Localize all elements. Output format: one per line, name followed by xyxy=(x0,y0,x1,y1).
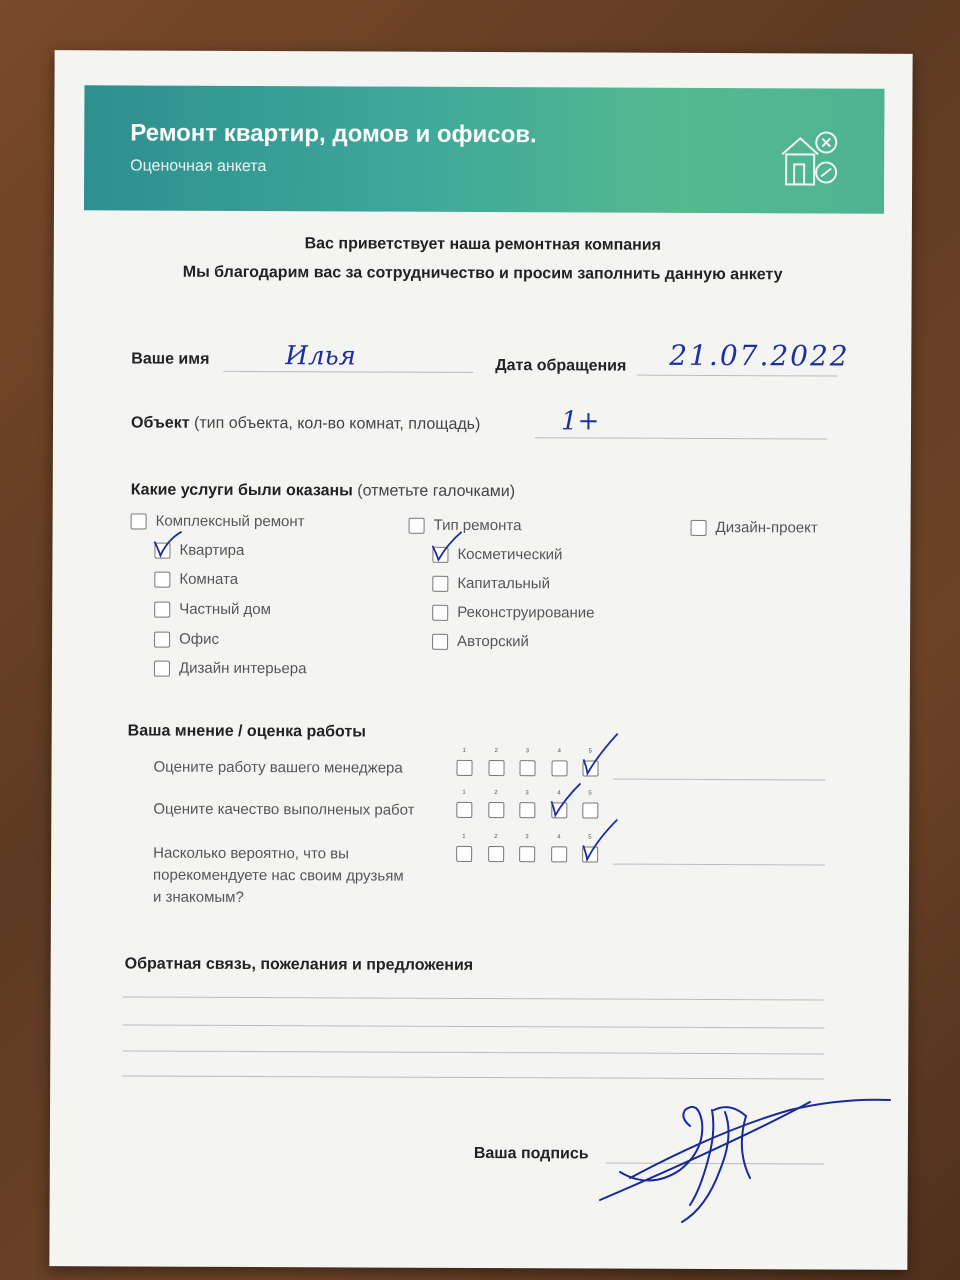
rating-box-2[interactable] xyxy=(488,802,504,818)
object-label xyxy=(131,414,480,434)
checkbox-label: Дизайн-проект xyxy=(715,519,818,537)
checkbox-label: Дизайн интерьера xyxy=(178,659,307,678)
rating-title: Ваша мнение / оценка работы xyxy=(127,722,366,741)
scale-label: 3 xyxy=(525,748,529,755)
checkbox-private-house[interactable] xyxy=(154,601,271,619)
object-label-text: Объект xyxy=(130,414,190,432)
object-line xyxy=(535,437,827,439)
services-hint: (отметьте галочками) xyxy=(357,482,516,501)
checkbox-label: Капитальный xyxy=(457,574,551,593)
rating-box-4[interactable] xyxy=(551,802,567,818)
checkbox-label: Тип ремонта xyxy=(433,516,522,535)
date-value[interactable]: 21.07.2022 xyxy=(669,338,850,373)
greeting-line-2: Мы благодарим вас за сотрудничество и просим заполнить данную анкету xyxy=(182,263,783,284)
scale-label: 4 xyxy=(557,790,561,797)
checkbox-label: Частный дом xyxy=(179,600,271,619)
checkbox-box[interactable] xyxy=(154,601,170,617)
header-subtitle: Оценочная анкета xyxy=(130,157,267,176)
checkbox-box[interactable] xyxy=(154,631,170,647)
scale-label: 1 xyxy=(462,833,466,840)
rating-box-5[interactable] xyxy=(582,802,598,818)
scale-label: 5 xyxy=(588,748,592,755)
check-mark-icon xyxy=(431,533,461,563)
rating-box-5[interactable] xyxy=(582,760,598,776)
checkbox-complex-repair[interactable] xyxy=(131,512,305,530)
check-mark-icon xyxy=(153,529,183,559)
checkbox-author[interactable] xyxy=(432,633,529,650)
checkbox-label: Авторский xyxy=(457,632,529,651)
scale-label: 1 xyxy=(462,789,466,796)
date-label: Дата обращения xyxy=(495,357,627,375)
rating-question-3: Насколько вероятно, что вы порекомендуете нас своим друзьям и знакомым? xyxy=(152,844,404,906)
checkbox-repair-type[interactable] xyxy=(409,517,522,534)
checkbox-label: Косметический xyxy=(457,545,563,564)
greeting-line-1: Вас приветствует наша ремонтная компания xyxy=(304,235,662,254)
rating-box-1[interactable] xyxy=(456,760,472,776)
check-mark-icon xyxy=(581,747,611,777)
scale-label: 1 xyxy=(462,747,466,754)
feedback-line-2[interactable] xyxy=(122,1024,824,1028)
name-value[interactable]: Илья xyxy=(285,341,356,372)
checkbox-cosmetic[interactable] xyxy=(432,546,562,564)
checkbox-interior-design[interactable] xyxy=(154,660,307,678)
scale-label: 3 xyxy=(525,834,529,841)
header-banner xyxy=(84,85,885,213)
scale-label: 2 xyxy=(494,748,498,755)
object-value[interactable]: 1+ xyxy=(560,406,600,437)
checkbox-office[interactable] xyxy=(154,631,219,648)
checkbox-box[interactable] xyxy=(154,660,170,676)
checkbox-design-project[interactable] xyxy=(691,519,818,537)
scale-label: 5 xyxy=(588,834,592,841)
services-title xyxy=(131,481,515,501)
checkbox-label: Комната xyxy=(179,570,239,588)
signature-drawing xyxy=(540,1040,880,1240)
rating-box-2[interactable] xyxy=(488,846,504,862)
scale-label: 4 xyxy=(557,834,561,841)
rating-box-5[interactable] xyxy=(582,846,598,862)
checkbox-box[interactable] xyxy=(409,517,425,533)
rating-box-3[interactable] xyxy=(519,846,535,862)
checkbox-box[interactable] xyxy=(691,519,707,535)
services-title-text: Какие услуги были оказаны xyxy=(130,481,353,500)
scale-label: 2 xyxy=(494,790,498,797)
feedback-line-1[interactable] xyxy=(123,996,825,1000)
rating-box-4[interactable] xyxy=(551,760,567,776)
scale-label: 5 xyxy=(588,790,592,797)
checkbox-box[interactable] xyxy=(432,546,448,562)
rating-question-2: Оцените качество выполненых работ xyxy=(153,800,415,819)
rating-line xyxy=(613,864,825,866)
checkbox-room[interactable] xyxy=(154,571,238,588)
date-line xyxy=(637,375,837,377)
rating-question-1: Оцените работу вашего менеджера xyxy=(153,758,403,777)
check-mark-icon xyxy=(550,789,580,819)
checkbox-apartment[interactable] xyxy=(154,542,244,559)
checkbox-label: Квартира xyxy=(179,541,245,559)
checkbox-reconstruction[interactable] xyxy=(432,604,594,622)
check-mark-icon xyxy=(581,833,611,863)
house-tools-icon xyxy=(778,128,840,190)
rating-line xyxy=(613,779,825,781)
signature-label: Ваша подпись xyxy=(473,1144,589,1163)
scale-label: 3 xyxy=(525,790,529,797)
checkbox-capital[interactable] xyxy=(432,575,550,593)
checkbox-box[interactable] xyxy=(131,513,147,529)
scale-label: 4 xyxy=(557,748,561,755)
checkbox-box[interactable] xyxy=(154,571,170,587)
rating-box-1[interactable] xyxy=(456,802,472,818)
rating-box-1[interactable] xyxy=(456,846,472,862)
checkbox-box[interactable] xyxy=(432,633,448,649)
checkbox-label: Реконструирование xyxy=(457,603,595,622)
feedback-title: Обратная связь, пожелания и предложения xyxy=(124,955,474,974)
rating-box-3[interactable] xyxy=(519,802,535,818)
checkbox-box[interactable] xyxy=(432,604,448,620)
object-hint: (тип объекта, кол-во комнат, площадь) xyxy=(193,414,481,433)
checkbox-label: Комплексный ремонт xyxy=(155,512,305,531)
checkbox-box[interactable] xyxy=(432,575,448,591)
rating-box-3[interactable] xyxy=(519,760,535,776)
rating-box-2[interactable] xyxy=(488,760,504,776)
checkbox-label: Офис xyxy=(179,630,220,648)
checkbox-box[interactable] xyxy=(154,542,170,558)
header-title: Ремонт квартир, домов и офисов. xyxy=(130,119,537,149)
scale-label: 2 xyxy=(494,834,498,841)
rating-box-4[interactable] xyxy=(551,846,567,862)
name-label: Ваше имя xyxy=(131,350,210,368)
